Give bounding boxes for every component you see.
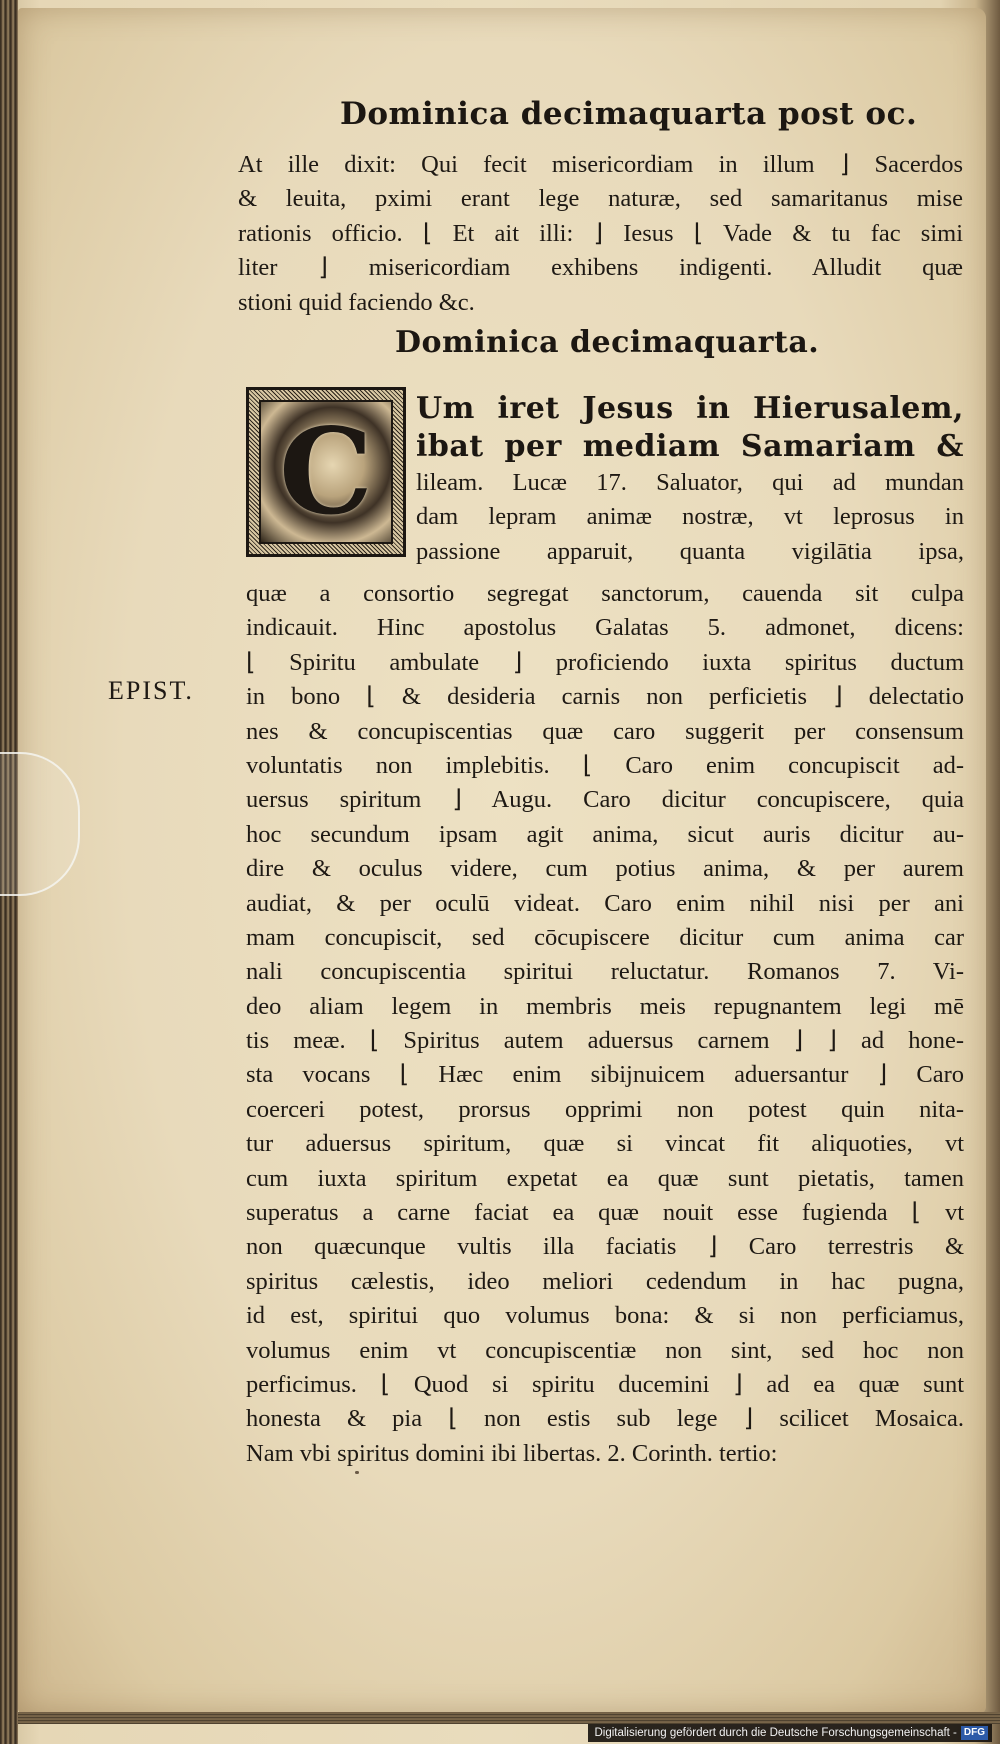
digitization-credit <box>588 1724 992 1742</box>
text-line: superatus a carne faciat ea quæ nouit esse fugienda ⌊ vt <box>246 1199 964 1227</box>
text-line: coerceri potest, prorsus opprimi non potest quin nita- <box>246 1095 964 1123</box>
text-line: mam concupiscit, sed cōcupiscere dicitur cum anima car <box>246 923 964 951</box>
text-line: perficimus. ⌊ Quod si spiritu ducemini ⌋ ad ea quæ sunt <box>246 1370 964 1398</box>
credit-text: Digitalisierung gefördert durch die Deutsche Forschungsgemeinschaft - <box>594 1727 957 1739</box>
text-line: honesta & pia ⌊ non estis sub lege ⌋ scilicet Mosaica. <box>246 1405 964 1433</box>
running-head: Dominica decimaquarta post oc. <box>340 96 918 132</box>
text-line: rationis officio. ⌊ Et ait illi: ⌋ Iesus ⌊ Vade & tu fac simi <box>238 219 963 247</box>
text-line: ⌊ Spiritu ambulate ⌋ proficiendo iuxta spiritus ductum <box>246 648 964 676</box>
text-line: voluntatis non implebitis. ⌊ Caro enim concupiscit ad- <box>246 751 964 779</box>
text-line: quæ a consortio segregat sanctorum, cauenda sit culpa <box>246 580 964 607</box>
text-line: hoc secundum ipsam agit anima, sicut auris dicitur au- <box>246 820 964 848</box>
ink-speck <box>355 1471 359 1474</box>
text-line: dire & oculus videre, cum potius anima, & per aurem <box>246 855 964 883</box>
text-line: id est, spiritui quo volumus bona: & si non perficiamus, <box>246 1302 964 1330</box>
text-line: nali concupiscentia spiritui reluctatur. Romanos 7. Vi- <box>246 958 964 986</box>
text-line: tur aduersus spiritum, quæ si vincat fit aliquoties, vt <box>246 1130 964 1158</box>
opening-lines <box>416 390 964 569</box>
text-line: liter ⌋ misericordiam exhibens indigenti. Alludit quæ <box>238 254 963 282</box>
text-line: deo aliam legem in membris meis repugnantem legi mē <box>246 992 964 1020</box>
text-line: Nam vbi spiritus domini ibi libertas. 2. Corinth. tertio: <box>246 1439 778 1467</box>
page-bottom-edge <box>18 1712 1000 1724</box>
text-line: spiritus cælestis, ideo meliori cedendum in hac pugna, <box>246 1267 964 1295</box>
text-line: in bono ⌊ & desideria carnis non perficietis ⌋ delectatio <box>246 683 964 711</box>
opening-line: Um iret Jesus in Hierusalem, <box>416 391 964 426</box>
dfg-logo-icon: DFG <box>961 1726 988 1740</box>
woodcut-illustration <box>259 400 393 544</box>
text-line: audiat, & per oculū videat. Caro enim nihil nisi per ani <box>246 889 964 917</box>
text-line: uersus spiritum ⌋ Augu. Caro dicitur concupiscere, quia <box>246 786 964 814</box>
text-line: cum iuxta spiritum expetat ea quæ sunt pietatis, tamen <box>246 1164 964 1192</box>
text-line: At ille dixit: Qui fecit misericordiam in illum ⌋ Sacerdos <box>238 151 963 178</box>
section-title: Dominica decimaquarta. <box>395 325 820 360</box>
margin-note: EPIST. <box>108 676 194 705</box>
text-line: non quæcunque vultis illa faciatis ⌋ Caro terrestris & <box>246 1233 964 1261</box>
text-line: tis meæ. ⌊ Spiritus autem aduersus carnem ⌋ ⌋ ad hone- <box>246 1027 964 1055</box>
intro-paragraph <box>238 148 963 320</box>
text-line: nes & concupiscentias quæ caro suggerit per consensum <box>246 717 964 745</box>
text-line: indicauit. Hinc apostolus Galatas 5. admonet, dicens: <box>246 614 964 642</box>
text-line: stioni quid faciendo &c. <box>238 288 475 316</box>
text-line: sta vocans ⌊ Hæc enim sibijnuicem aduersantur ⌋ Caro <box>246 1061 964 1089</box>
text-line: passione apparuit, quanta vigilātia ipsa, <box>416 537 964 565</box>
woodcut-initial <box>246 387 406 557</box>
text-line: volumus enim vt concupiscentiæ non sint, sed hoc non <box>246 1336 964 1364</box>
text-line: & leuita, pximi erant lege naturæ, sed samaritanus mise <box>238 185 963 213</box>
main-paragraph <box>246 577 964 1471</box>
initial-letter: C <box>279 402 373 541</box>
text-line: dam lepram animæ nostræ, vt leprosus in <box>416 503 964 531</box>
text-line: lileam. Lucæ 17. Saluator, qui ad mundan <box>416 469 964 496</box>
opening-line: ibat per mediam Samariam & <box>416 429 964 464</box>
